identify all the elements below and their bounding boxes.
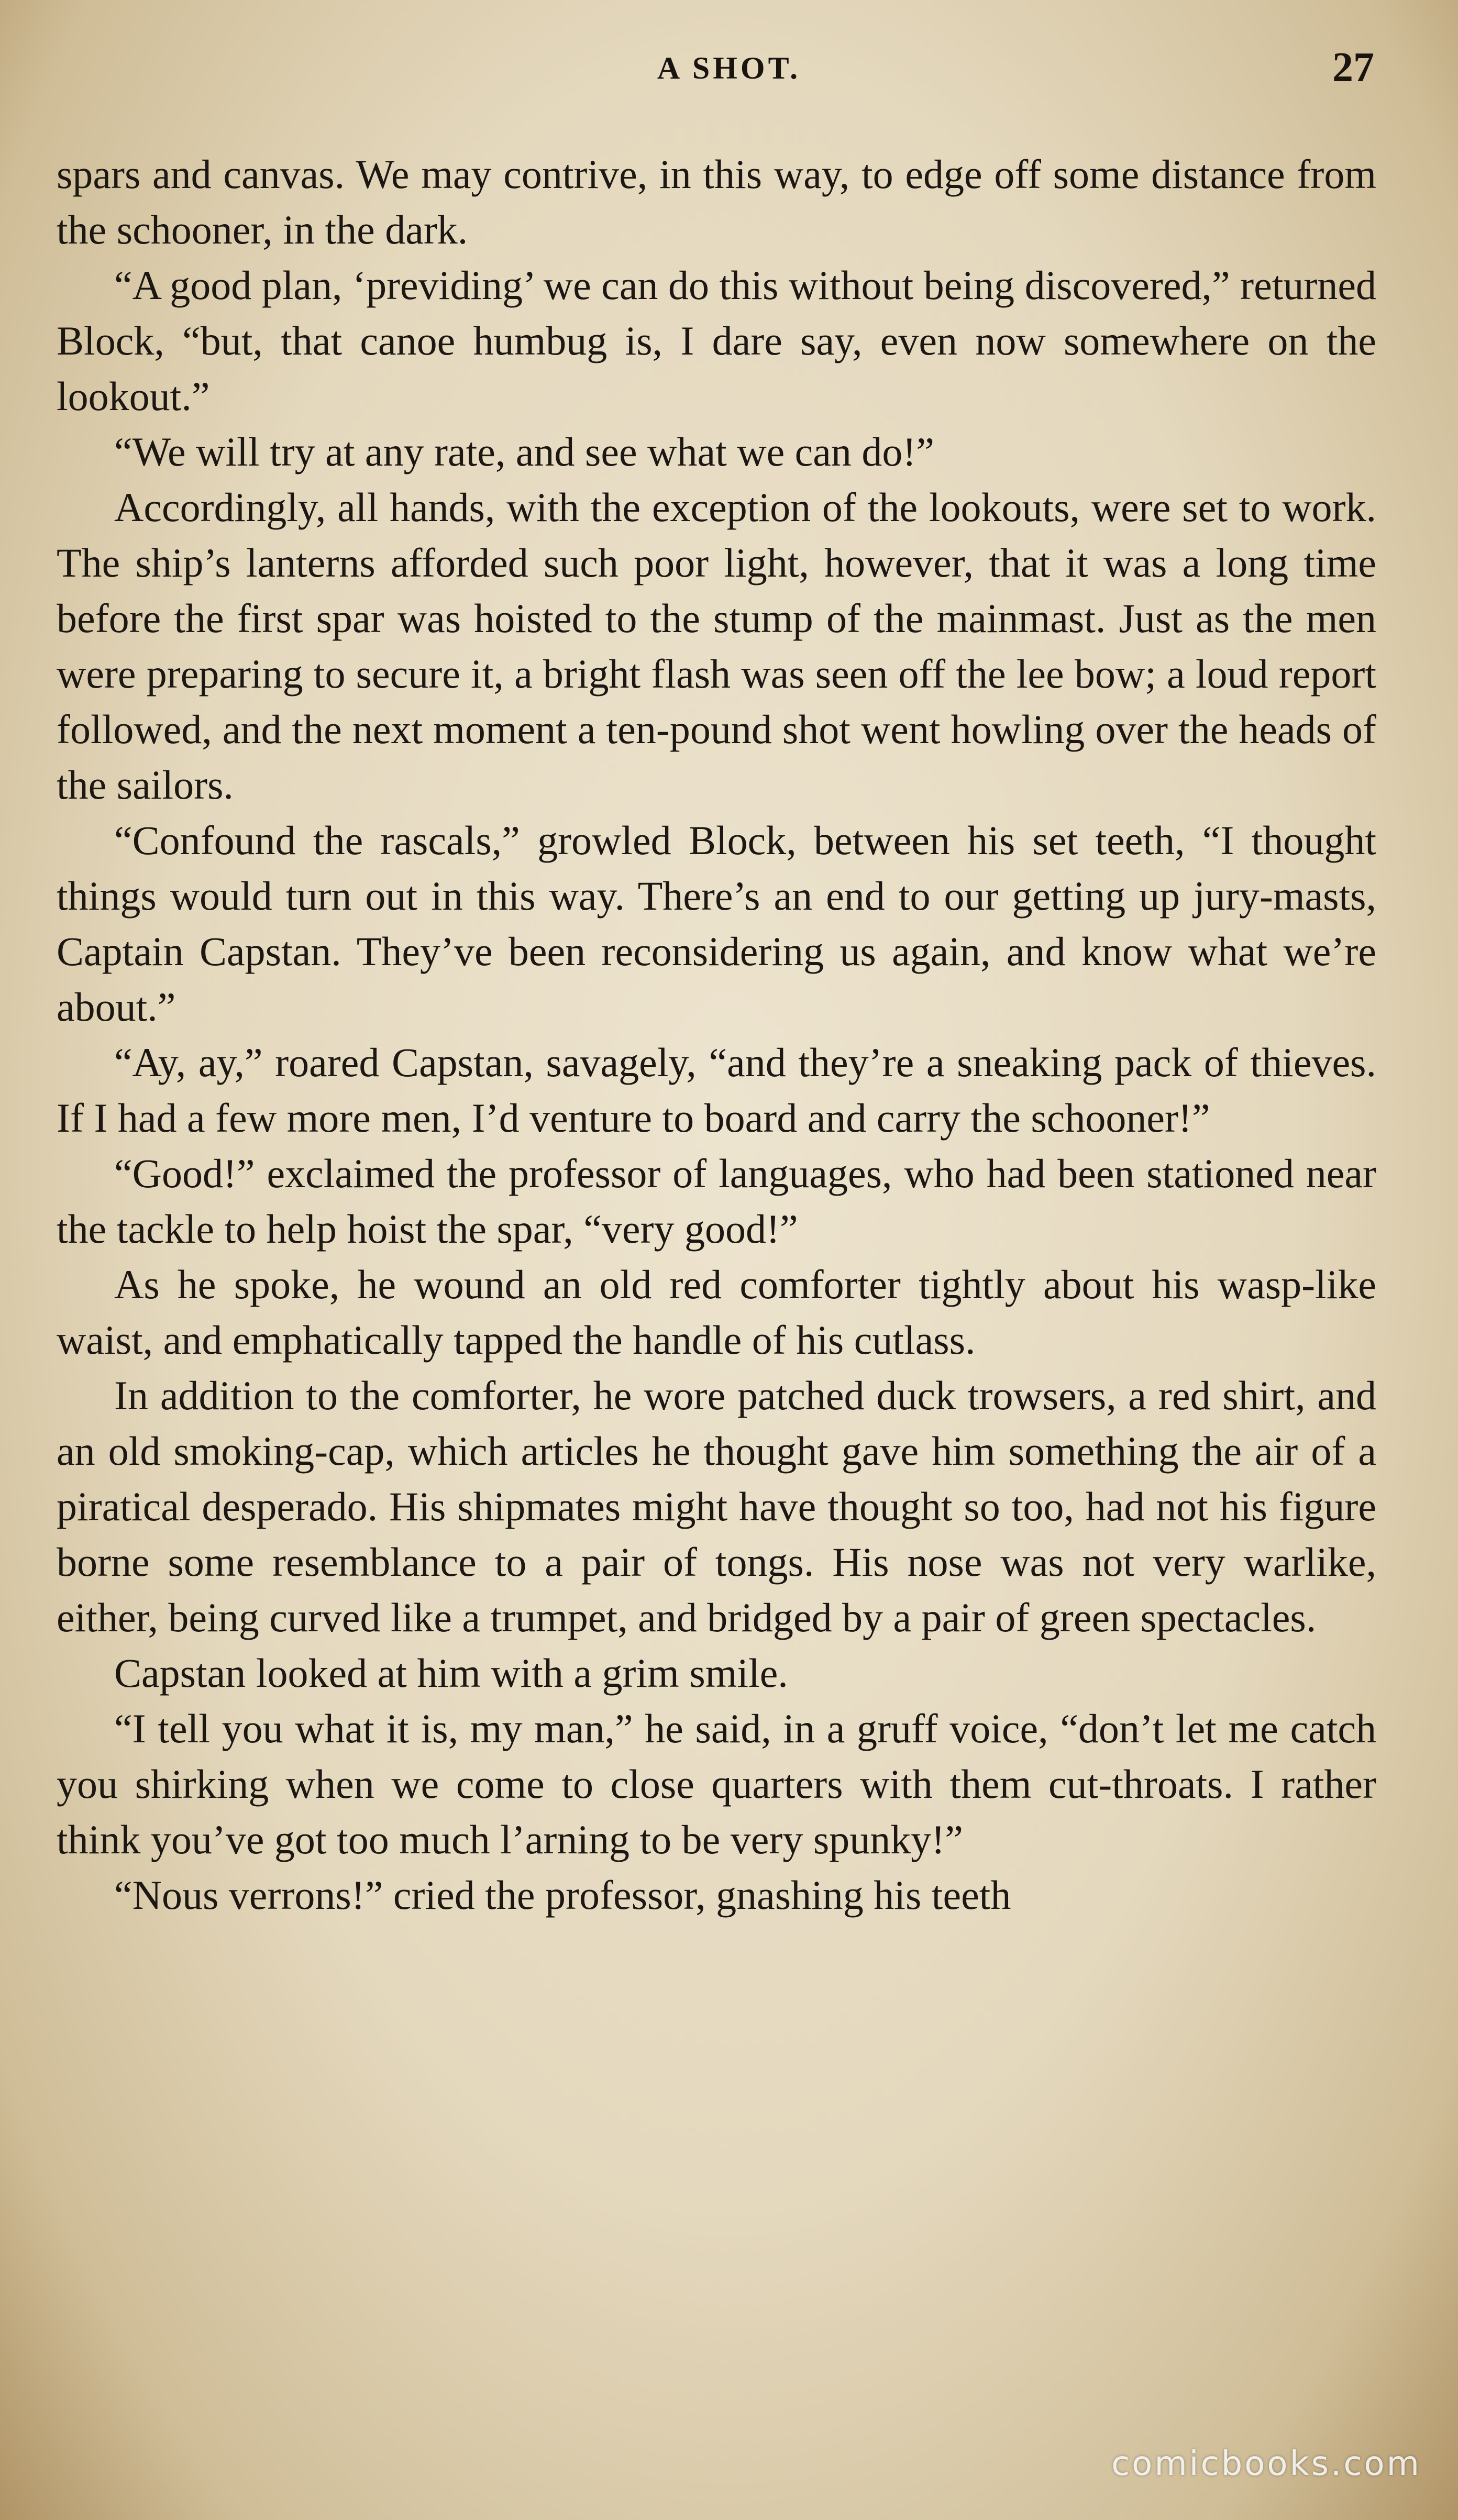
paragraph: “We will try at any rate, and see what we can do!”	[114, 429, 935, 474]
body-text	[57, 147, 1376, 1923]
paragraph: Capstan looked at him with a grim smile.	[114, 1650, 788, 1696]
paragraph: In addition to the comforter, he wore patched duck trowsers, a red shirt, and an old smoking-cap, which articles he thought gave him something the air of a piratical desperado. His shipmates might have thought so too, had not his figure borne some resemblance to a pair of tongs. His nose was not very warlike, either, being curved like a trumpet, and bridged by a pair of green spectacles.	[57, 1373, 1376, 1640]
paragraph: “Ay, ay,” roared Capstan, savagely, “and they’re a sneaking pack of thieves. If I had a few more men, I’d venture to board and carry the schooner!”	[57, 1040, 1376, 1141]
watermark: comicbooks.com	[1111, 2445, 1421, 2483]
paragraph: “A good plan, ‘previding’ we can do this without being discovered,” returned Block, “but, that canoe humbug is, I dare say, even now somewhere on the lookout.”	[57, 262, 1376, 419]
paragraph: “Good!” exclaimed the professor of languages, who had been stationed near the tackle to help hoist the spar, “very good!”	[57, 1151, 1376, 1252]
running-title: A SHOT.	[657, 51, 801, 85]
page-number: 27	[1332, 45, 1374, 91]
paragraph: Accordingly, all hands, with the exception of the lookouts, were set to work. The ship’s lanterns afforded such poor light, however, that it was a long time before the first spar was hoisted to the stump of the mainmast. Just as the men were preparing to secure it, a bright flash was seen off the lee bow; a loud report followed, and the next moment a ten-pound shot went howling over the heads of the sailors.	[57, 484, 1376, 808]
paragraph: “I tell you what it is, my man,” he said, in a gruff voice, “don’t let me catch you shirking when we come to close quarters with them cut-throats. I rather think you’ve got too much l’arning to be very spunky!”	[57, 1706, 1376, 1862]
paragraph: As he spoke, he wound an old red comforter tightly about his wasp-like waist, and emphatically tapped the handle of his cutlass.	[57, 1262, 1376, 1363]
paragraph: spars and canvas. We may contrive, in this way, to edge off some distance from the schooner, in the dark.	[57, 151, 1376, 252]
paragraph: “Confound the rascals,” growled Block, between his set teeth, “I thought things would turn out in this way. There’s an end to our getting up jury-masts, Captain Capstan. They’ve been reconsidering us again, and know what we’re about.”	[57, 817, 1376, 1030]
paragraph: “Nous verrons!” cried the professor, gnashing his teeth	[114, 1872, 1011, 1918]
running-head	[0, 45, 1458, 113]
